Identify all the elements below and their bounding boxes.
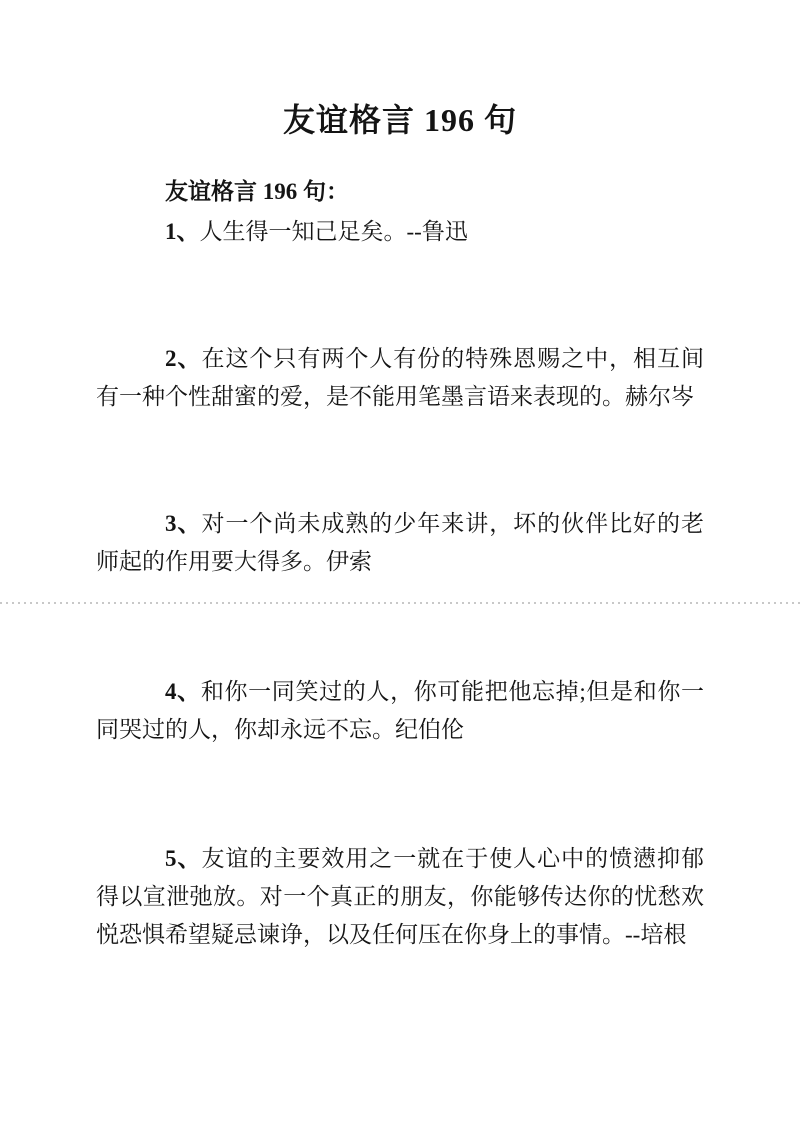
quote-paragraph-2 [96,340,704,416]
quote-text: 对一个尚未成熟的少年来讲，坏的伙伴比好的老师起的作用要大得多。伊索 [96,511,705,574]
quote-paragraph-5 [96,840,704,954]
quote-number: 2、 [165,346,202,371]
quote-text: 人生得一知己足矣。--鲁迅 [199,219,468,244]
quote-paragraph-4 [96,673,704,749]
quote-number: 3、 [165,511,202,536]
document-title: 友谊格言 196 句 [282,102,517,138]
quote-number: 4、 [165,679,201,704]
quote-text: 在这个只有两个人有份的特殊恩赐之中，相互间有一种个性甜蜜的爱，是不能用笔墨言语来表现的。赫尔岑 [96,346,705,409]
quote-paragraph-3 [96,505,704,581]
quote-number: 5、 [165,846,202,871]
page-break-separator [0,602,800,604]
quote-text: 友谊的主要效用之一就在于使人心中的愤懑抑郁得以宣泄弛放。对一个真正的朋友，你能够传达你的忧愁欢悦恐惧希望疑忌谏诤，以及任何压在你身上的事情。--培根 [96,846,705,947]
intro-line: 友谊格言 196 句： [165,179,349,204]
quote-paragraph-1 [96,213,704,251]
quote-text: 和你一同笑过的人，你可能把他忘掉;但是和你一同哭过的人，你却永远不忘。纪伯伦 [96,679,705,742]
quote-number: 1、 [165,219,200,244]
